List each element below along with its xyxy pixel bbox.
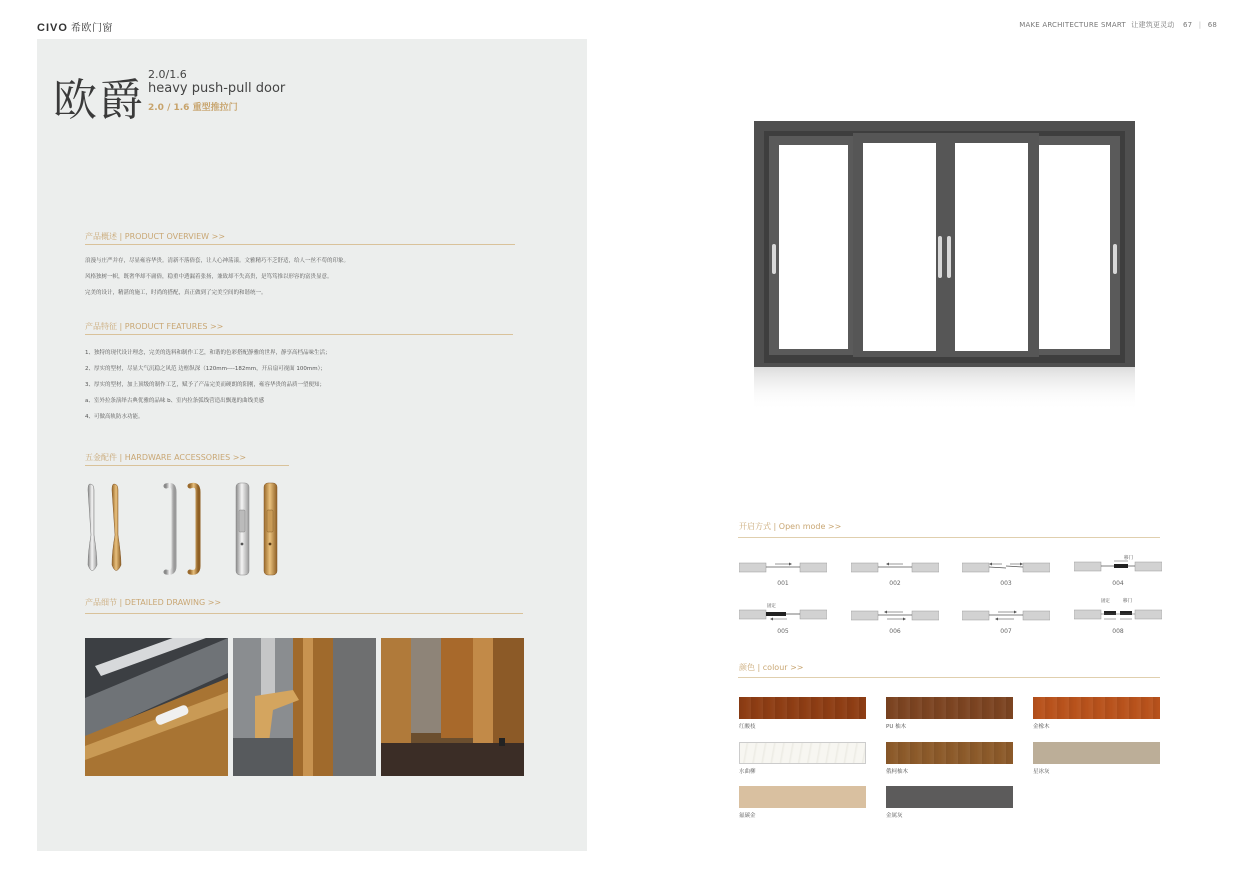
colour-swatch <box>739 697 866 719</box>
feature-line: 3、厚实的型材，加上顶级的制作工艺，赋予了产品完美而硬朗的阳刚，雍容华贵的品质一望便知； <box>85 382 326 388</box>
colour-divider <box>738 677 1160 678</box>
open-mode-item <box>962 560 1050 594</box>
open-mode-number: 008 <box>1112 628 1124 635</box>
overview-heading: 产品概述 | PRODUCT OVERVIEW >> <box>85 232 226 241</box>
open-mode-item <box>851 608 939 642</box>
open-mode-label: 移门 <box>1124 556 1133 561</box>
open-mode-number: 006 <box>889 628 901 635</box>
hardware-divider <box>85 465 289 466</box>
product-subtitle-cn: 2.0 / 1.6 重型推拉门 <box>148 103 238 113</box>
hardware-handle-set-2 <box>158 480 208 578</box>
feature-line: 1、独特的现代设计理念，完美的选料和制作工艺，和谐的色彩搭配静雅的世界，静享高档品味生活； <box>85 350 331 356</box>
open-mode-item <box>851 560 939 594</box>
open-mode-item <box>739 560 827 594</box>
detail-photo-3 <box>381 638 524 776</box>
overview-line: 完美的设计，精湛的施工，时尚的搭配，真正做到了完美空间的和谐统一。 <box>85 290 267 296</box>
features-heading: 产品特征 | PRODUCT FEATURES >> <box>85 322 224 331</box>
overview-line: 风格独树一帜，既奢华却不庸俗，稳重中透漏着张扬，兼致却不失高贵，是笃笃推以形容的富贵显意。 <box>85 274 333 280</box>
brand-en: CIVO <box>37 22 68 34</box>
hardware-heading: 五金配件 | HARDWARE ACCESSORIES >> <box>85 453 247 462</box>
open-mode-number: 002 <box>889 580 901 587</box>
door-product-image <box>754 121 1135 411</box>
colour-swatch <box>886 697 1013 719</box>
open-mode-label: 移门 <box>1123 599 1132 604</box>
features-text <box>85 345 331 425</box>
feature-line: 4、可做高轨防水功能。 <box>85 414 144 420</box>
open-mode-number: 001 <box>777 580 789 587</box>
product-name-en: heavy push-pull door <box>148 81 286 96</box>
open-mode-label: 固定 <box>767 604 776 609</box>
open-mode-divider <box>738 537 1160 538</box>
overview-divider <box>85 244 515 245</box>
colour-swatch <box>886 742 1013 764</box>
feature-line: 2、厚实的型材，尽显大气沉稳之风范 边框纵深（120mm----182mm，开启扇可视面 100mm）； <box>85 366 326 372</box>
colour-swatch-label: 氟碳金 <box>739 813 756 819</box>
open-mode-item <box>962 608 1050 642</box>
page-number-left: 67 <box>1182 21 1193 29</box>
open-mode-number: 005 <box>777 628 789 635</box>
page-divider: | <box>1198 21 1202 29</box>
slogan-en: MAKE ARCHITECTURE SMART <box>1019 21 1126 29</box>
overview-line: 浪漫与庄严并存，尽显雍容华贵。清新不落俗套，让人心神荡漾。文雅精巧不乏舒适，给人一丝不苟的印象。 <box>85 258 350 264</box>
colour-swatch-label: PU 柚木 <box>886 724 907 730</box>
colour-swatch-label: 星冰灰 <box>1033 769 1050 775</box>
open-mode-item <box>739 603 827 637</box>
feature-line: a、室外拉条演绎古典优雅的品味 b、室内拉条弧线营造出飘逸的曲线美感 <box>85 398 265 404</box>
colour-heading: 颜色 | colour >> <box>739 663 804 672</box>
detail-photo-2 <box>233 638 376 776</box>
colour-swatch-label: 水曲柳 <box>739 769 756 775</box>
product-model: 2.0/1.6 <box>148 68 187 81</box>
page-header <box>1019 20 1217 30</box>
colour-swatch-label: 金属灰 <box>886 813 903 819</box>
colour-swatch <box>1033 742 1160 764</box>
slogan-cn: 让建筑更灵动 <box>1131 21 1175 29</box>
colour-swatch-label: 红酸枝 <box>739 724 756 730</box>
colour-swatch <box>739 786 866 808</box>
hardware-handle-set-3 <box>232 480 282 578</box>
overview-text <box>85 253 349 301</box>
colour-swatch-label: 俄柯柚木 <box>886 769 909 775</box>
detailed-heading: 产品细节 | DETAILED DRAWING >> <box>85 598 222 607</box>
colour-swatch <box>1033 697 1160 719</box>
hardware-handle-set-1 <box>80 480 130 578</box>
open-mode-item <box>1074 598 1162 635</box>
brand-logo <box>37 19 113 34</box>
open-mode-number: 004 <box>1112 580 1124 587</box>
detailed-divider <box>85 613 523 614</box>
open-mode-item <box>1074 555 1162 589</box>
page-number-right: 68 <box>1207 21 1217 29</box>
colour-swatch-label: 金橡木 <box>1033 724 1050 730</box>
brand-cn: 希欧门窗 <box>70 23 113 34</box>
colour-swatch <box>886 786 1013 808</box>
open-mode-heading: 开启方式 | Open mode >> <box>739 522 842 531</box>
open-mode-number: 003 <box>1000 580 1012 587</box>
open-mode-number: 007 <box>1000 628 1012 635</box>
detail-photo-1 <box>85 638 228 776</box>
colour-swatch <box>739 742 866 764</box>
open-mode-label: 固定 <box>1101 599 1110 604</box>
features-divider <box>85 334 513 335</box>
product-name-cn: 欧爵 <box>53 75 145 126</box>
